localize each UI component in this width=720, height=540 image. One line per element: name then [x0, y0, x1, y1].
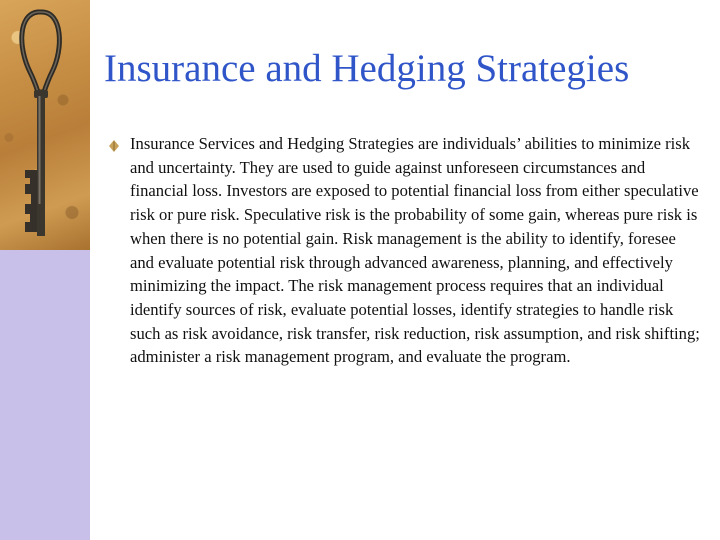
bullet-text: Insurance Services and Hedging Strategies are individuals’ abilities to minimize risk and uncertainty. They are used to guide against unforeseen circumstances and financial loss. Investors are exposed to potential financial loss from either speculative risk or pure risk. Speculative risk is the probability of some gain, whereas pure risk is when there is no potential gain. Risk management is the ability to identify, foresee and evaluate potential risk through advanced awareness, planning, and effectively minimizing the impact. The risk management process requires that an individual identify sources of risk, evaluate potential losses, identify strategies to handle risk such as risk avoidance, risk transfer, risk reduction, risk assumption, and risk shifting; administer a risk management program, and evaluate the program.	[130, 134, 700, 367]
slide-title: Insurance and Hedging Strategies	[104, 47, 630, 90]
diamond-bullet-icon	[108, 140, 120, 152]
key-photo	[0, 0, 90, 250]
antique-key-icon	[0, 0, 90, 250]
